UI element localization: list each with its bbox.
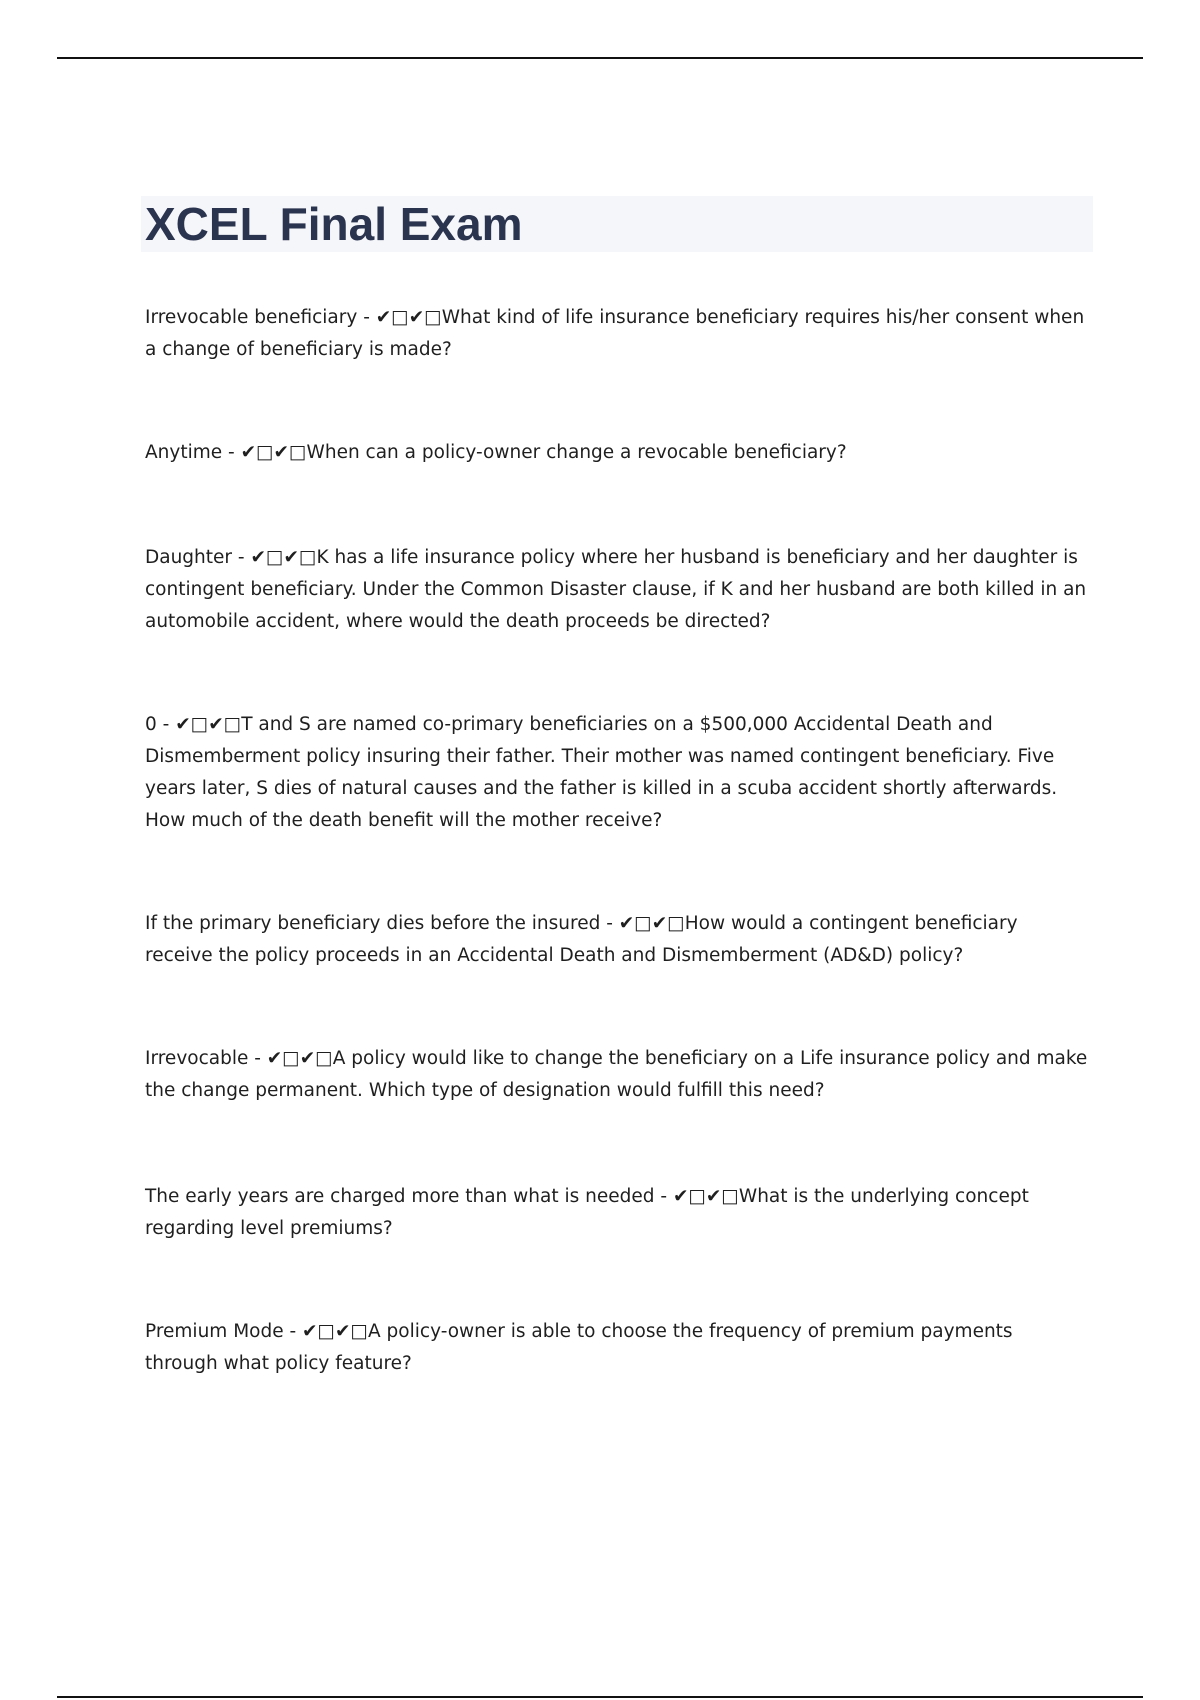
- qa-entry: [145, 302, 1090, 366]
- qa-entry: [145, 1316, 1090, 1380]
- qa-entry: [145, 437, 1090, 469]
- qa-answer: If the primary beneficiary dies before the insured: [145, 913, 601, 934]
- check-marker-icon: ✔□✔□: [240, 442, 307, 463]
- qa-question: What is the underlying concept regarding level premiums?: [145, 1186, 1029, 1239]
- qa-answer: Anytime: [145, 442, 223, 463]
- top-rule: [57, 57, 1143, 59]
- check-marker-icon: ✔□✔□: [375, 307, 442, 328]
- check-marker-icon: ✔□✔□: [175, 714, 242, 735]
- qa-separator: -: [222, 442, 241, 463]
- qa-answer: Irrevocable: [145, 1048, 249, 1069]
- qa-answer: 0: [145, 714, 157, 735]
- qa-question: What kind of life insurance beneficiary requires his/her consent when a change of beneficiary is made?: [145, 307, 1085, 360]
- qa-separator: -: [232, 547, 251, 568]
- check-marker-icon: ✔□✔□: [672, 1186, 739, 1207]
- qa-question: When can a policy-owner change a revocable beneficiary?: [306, 442, 847, 463]
- qa-question: A policy-owner is able to choose the frequency of premium payments through what policy feature?: [145, 1321, 1013, 1374]
- qa-answer: Daughter: [145, 547, 233, 568]
- qa-entry: [145, 908, 1090, 972]
- bottom-rule: [57, 1696, 1143, 1698]
- check-marker-icon: ✔□✔□: [618, 913, 685, 934]
- qa-separator: -: [248, 1048, 267, 1069]
- qa-entry: [145, 709, 1090, 837]
- qa-entry: [145, 542, 1090, 638]
- qa-question: T and S are named co-primary beneficiaries on a $500,000 Accidental Death and Dismemberment policy insuring their father. Their mother was named contingent beneficiary. Five years later, S dies of natural causes and the father is killed in a scuba accident shortly afterwards. How much of the death benefit will the mother receive?: [145, 714, 1058, 831]
- qa-entry: [145, 1181, 1090, 1245]
- qa-separator: -: [600, 913, 619, 934]
- qa-answer: The early years are charged more than what is needed: [145, 1186, 655, 1207]
- qa-answer: Premium Mode: [145, 1321, 284, 1342]
- qa-separator: -: [357, 307, 376, 328]
- qa-separator: -: [654, 1186, 673, 1207]
- qa-answer: Irrevocable beneficiary: [145, 307, 358, 328]
- document-title: XCEL Final Exam: [145, 198, 523, 250]
- check-marker-icon: ✔□✔□: [266, 1048, 333, 1069]
- qa-entry: [145, 1043, 1090, 1107]
- qa-separator: -: [283, 1321, 303, 1342]
- check-marker-icon: ✔□✔□: [250, 547, 317, 568]
- qa-question: How would a contingent beneficiary receive the policy proceeds in an Accidental Death and Dismemberment (AD&D) policy?: [145, 913, 1018, 966]
- check-marker-icon: ✔□✔□: [302, 1321, 369, 1342]
- qa-question: K has a life insurance policy where her husband is beneficiary and her daughter is contingent beneficiary. Under the Common Disaster clause, if K and her husband are both killed in an automobile accident, where would the death proceeds be directed?: [145, 547, 1087, 632]
- qa-question: A policy would like to change the beneficiary on a Life insurance policy and make the change permanent. Which type of designation would fulfill this need?: [145, 1048, 1088, 1101]
- qa-separator: -: [156, 714, 176, 735]
